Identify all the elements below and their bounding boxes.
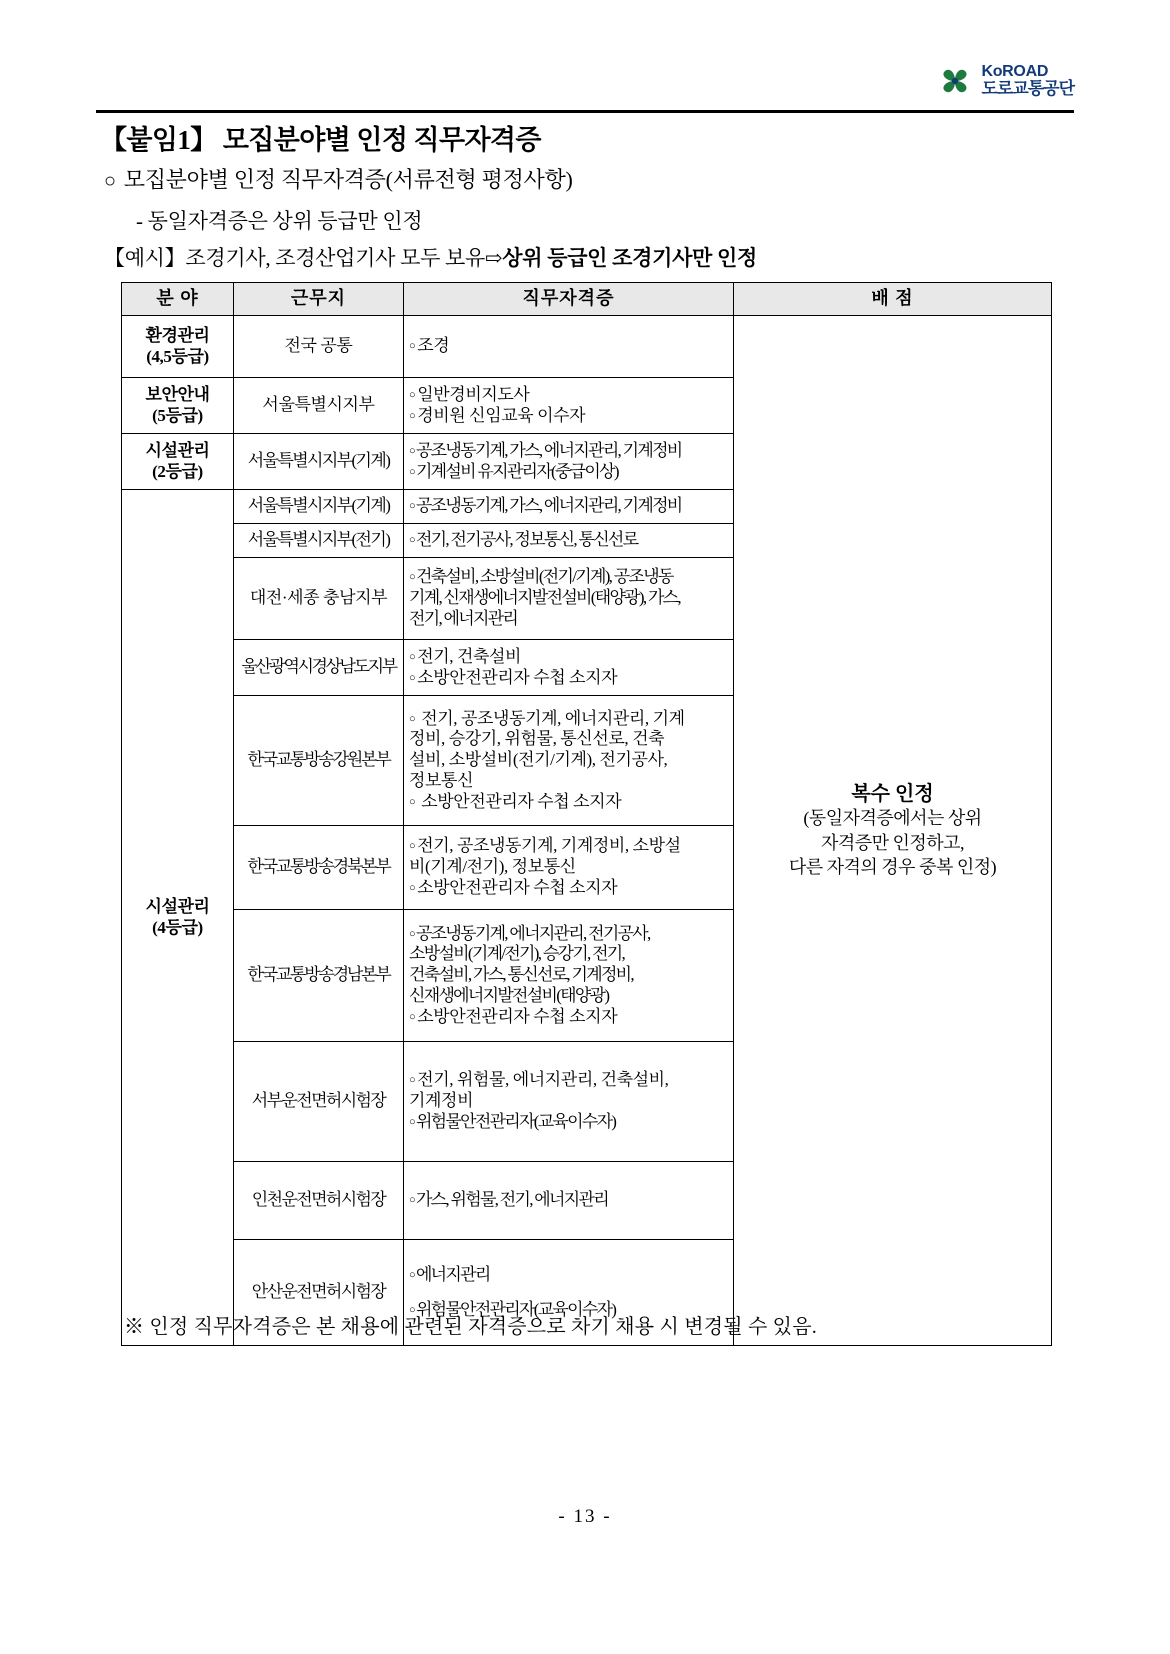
cert-cell [404,696,734,826]
cert-line: 정비, 승강기, 위험물, 통신선로, 건축 [409,729,665,749]
table-body [122,316,1052,1346]
cert-line: ○ 위험물안전관리자(교육이수자) [409,1300,728,1321]
cert-line: ○ 위험물안전관리자(교육이수자) [409,1112,728,1133]
place-text: 한국교통방송경남본부 [247,965,390,985]
cert-line: ○ 전기, 공조냉동기계, 기계정비, 소방설 [425,836,728,857]
logo-korean-text: 도로교통공단 [981,79,1074,99]
cert-line: ○ 전기, 위험물, 에너지관리, 건축설비, [425,1070,728,1091]
score-sub-line-1: (동일자격증에서는 상위 [803,808,982,829]
page-title: 【붙임1】 모집분야별 인정 직무자격증 [100,125,541,155]
cert-line: ○ 경비원 신임교육 이수자 [409,406,728,427]
section-example-line [104,242,757,272]
cert-line: ○ 소방안전관리자 수첩 소지자 [409,668,728,689]
cert-line: 비(기계/전기), 정보통신 [409,857,576,877]
place-text: 서울특별시지부(전기) [247,530,390,550]
cert-line: ○ 공조냉동기계, 가스, 에너지관리, 기계정비 [409,496,728,517]
place-text: 안산운전면허시험장 [251,1282,386,1302]
cert-cell [404,490,734,524]
field-line-2: (4,5등급) [146,346,209,366]
footnote: ※ 인정 직무자격증은 본 채용에 관련된 자격증으로 차기 채용 시 변경될 수 있음. [124,1316,817,1338]
cert-group [409,567,728,629]
field-line-1: 보안안내 [145,384,210,404]
example-bold-text: 상위 등급인 조경기사만 인정 [502,246,757,270]
cert-line: ○ 조경 [409,336,728,357]
place-cell [234,910,404,1042]
cert-group [409,709,728,792]
cert-line: ○ 전기, 전기공사, 정보통신, 통신선로 [409,530,728,551]
section-bullet-line [104,163,572,194]
field-cell [122,434,234,490]
header-field: 분 야 [122,283,234,316]
header-divider [96,110,1074,113]
cert-line: ○ 건축설비, 소방설비(전기/기계), 공조냉동 [425,567,728,588]
field-line-1: 시설관리 [145,896,210,916]
cert-line: ○ 공조냉동기계, 에너지관리, 전기공사, [425,924,728,945]
score-cell [734,316,1052,1346]
cert-line: 신재생에너지발전설비(태양광) [409,985,609,1005]
header-score: 배 점 [734,283,1052,316]
field-cell [122,378,234,434]
cert-cell [404,1042,734,1162]
cert-line: 설비, 소방설비(전기/기계), 전기공사, [409,750,668,770]
cert-line: 소방설비(기계/전기), 승강기, 전기, [409,944,625,964]
cert-cell [404,524,734,558]
section-dash-line: - 동일자격증은 상위 등급만 인정 [136,209,423,233]
place-text: 서부운전면허시험장 [251,1091,386,1111]
table-row [122,316,1052,378]
cert-group [409,924,728,1007]
place-text: 한국교통방송경북본부 [247,857,390,877]
place-cell [234,640,404,696]
place-text: 울산광역시경상남도지부 [241,657,396,677]
place-text: 서울특별시지부(기계) [247,496,390,516]
cert-cell [404,1162,734,1240]
logo-wordmark [981,64,1074,99]
field-line-1: 시설관리 [145,440,210,460]
cert-line: 기계정비 [409,1091,474,1111]
cert-line: ○ 일반경비지도사 [409,385,728,406]
place-text: 서울특별시지부(기계) [247,451,390,471]
cert-cell [404,826,734,910]
place-text: 한국교통방송강원본부 [247,750,390,770]
place-cell [234,524,404,558]
score-sub-line-3: 다른 자격의 경우 중복 인정) [788,856,997,877]
cert-cell [404,558,734,640]
cert-group [409,836,728,877]
place-cell [234,696,404,826]
field-cell [122,490,234,1346]
place-cell [234,434,404,490]
circle-bullet-icon: ○ [104,170,116,192]
score-sub-line-2: 자격증만 인정하고, [820,832,965,853]
cert-line: ○ 에너지관리 [409,1265,728,1286]
header-place: 근무지 [234,283,404,316]
cert-line: ○ 소방안전관리자 수첩 소지자 [409,1007,728,1028]
cert-line: 전기, 에너지관리 [409,608,518,628]
cert-line: ○ 기계설비 유지관리자(중급이상) [409,462,728,483]
cert-line: 건축설비, 가스, 통신선로, 기계정비, [409,965,633,985]
field-line-2: (4등급) [152,917,203,937]
cert-line: 기계, 신재생에너지발전설비(태양광), 가스, [409,588,680,608]
cert-cell [404,434,734,490]
place-cell [234,1042,404,1162]
place-cell: 대전·세종 충남지부 [234,558,404,640]
header-cert: 직무자격증 [404,283,734,316]
qualification-table [121,282,1052,1346]
cert-line: ○ 가스, 위험물, 전기, 에너지관리 [409,1190,728,1211]
cert-line: ○ 소방안전관리자 수첩 소지자 [409,878,728,899]
cert-line: ○ 전기, 공조냉동기계, 에너지관리, 기계 [431,709,728,730]
place-cell [234,490,404,524]
koroad-clover-logo-icon [936,62,974,100]
place-text: 인천운전면허시험장 [251,1190,386,1210]
cert-cell [404,910,734,1042]
field-line-2: (5등급) [152,405,203,425]
page-number: - 13 - [558,1506,612,1527]
cert-line: ○ 공조냉동기계, 가스, 에너지관리, 기계정비 [409,441,728,462]
cert-group [409,1070,728,1111]
field-cell [122,316,234,378]
cert-cell [404,378,734,434]
section-bullet-text: 모집분야별 인정 직무자격증(서류전형 평정사항) [123,167,573,192]
score-main-label: 복수 인정 [851,782,934,805]
koroad-logo [936,62,1074,100]
logo-latin-text: KoROAD [981,62,1049,80]
example-plain-text: 【예시】조경기사, 조경산업기사 모두 보유⇨ [104,246,503,270]
cert-line: ○ 소방안전관리자 수첩 소지자 [409,792,728,813]
cert-cell [404,316,734,378]
place-cell [234,1162,404,1240]
place-cell: 전국 공통 [234,316,404,378]
cert-cell [404,640,734,696]
field-line-1: 환경관리 [145,325,210,345]
cert-line: 정보통신 [409,770,474,790]
cert-line: ○ 전기, 건축설비 [409,647,728,668]
table-header-row [122,283,1052,316]
field-line-2: (2등급) [152,461,203,481]
place-cell [234,826,404,910]
place-cell: 서울특별시지부 [234,378,404,434]
